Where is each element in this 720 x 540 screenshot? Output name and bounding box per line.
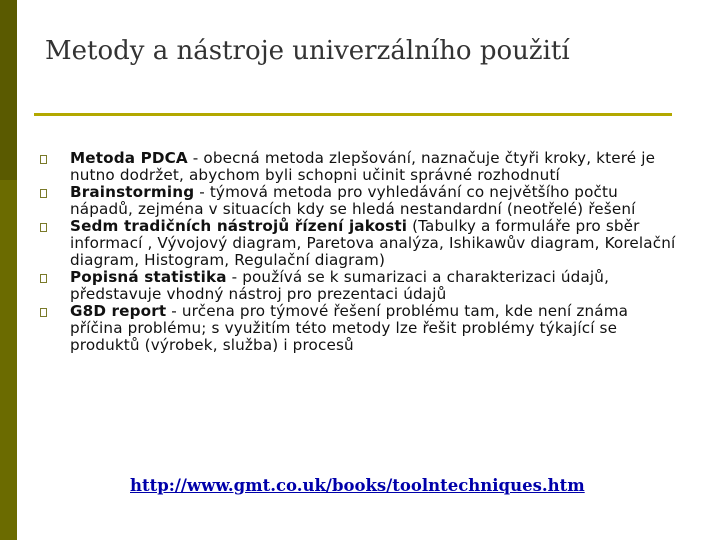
list-item-seven-tools [40,218,680,269]
title-divider [34,113,672,116]
bullet-term: G8D report [70,302,167,320]
bullet-text: - obecná metoda zlepšování, naznačuje čtyři kroky, které je nutno dodržet, abychom byli schopni učinit správné rozhodnutí [70,149,656,184]
bullet-text: - používá se k sumarizaci a charakterizaci údajů, představuje vhodný nástroj pro prezentaci údajů [70,268,610,303]
left-decorative-band-top [0,0,17,180]
list-item-pdca [40,150,680,184]
square-bullet-icon [40,223,47,232]
bullet-term: Brainstorming [70,183,195,201]
square-bullet-icon [40,308,47,317]
list-item-brainstorming [40,184,680,218]
bullet-term: Metoda PDCA [70,149,188,167]
reference-link[interactable]: http://www.gmt.co.uk/books/toolntechniques.htm [130,476,585,495]
list-item-g8d-report [40,303,680,354]
bullet-text: - týmová metoda pro vyhledávání co největšího počtu nápadů, zejména v situacích kdy se hledá nestandardní (neotřelé) řešení [70,183,636,218]
bullet-text: (Tabulky a formuláře pro sběr informací , Vývojový diagram, Paretova analýza, Ishikawův diagram, Korelační diagram, Histogram, Regulační diagram) [70,217,676,269]
square-bullet-icon [40,274,47,283]
square-bullet-icon [40,189,47,198]
bullet-text: - určena pro týmové řešení problému tam, kde není známa příčina problému; s využitím této metody lze řešit problémy týkající se produktů (výrobek, služba) i procesů [70,302,629,354]
bullet-term: Sedm tradičních nástrojů řízení jakosti [70,217,408,235]
bullet-term: Popisná statistika [70,268,227,286]
square-bullet-icon [40,155,47,164]
list-item-descriptive-statistics [40,269,680,303]
bullet-list [40,150,680,354]
slide-title: Metody a nástroje univerzálního použití [45,36,570,66]
